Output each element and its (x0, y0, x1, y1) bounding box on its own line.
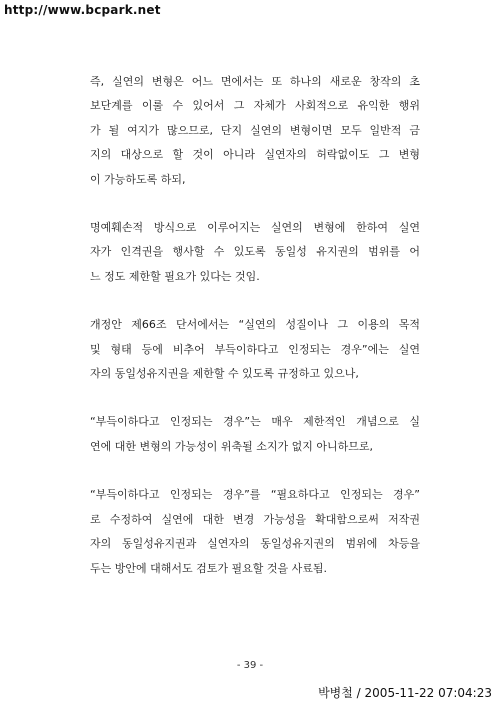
text-line: 자의 동일성유지권을 제한할 수 있도록 규정하고 있으나, (90, 367, 359, 381)
text-line: 자가 인격권을 행사할 수 있도록 동일성 유지권의 범위를 어 (90, 245, 420, 259)
paragraph-1 (90, 70, 420, 192)
text-line: 개정안 제66조 단서에서는 “실연의 성질이나 그 이용의 목적 (90, 318, 420, 332)
text-line: 이 가능하도록 하되, (90, 172, 186, 186)
text-line: 보단계를 이룰 수 있어서 그 자체가 사회적으로 유익한 행위 (90, 99, 420, 113)
page-number: - 39 - (236, 660, 264, 671)
paragraph-4 (90, 410, 420, 459)
paragraph-2 (90, 216, 420, 289)
text-line: 연에 대한 변형의 가능성이 위축될 소지가 없지 아니하므로, (90, 439, 373, 453)
text-line: 즉, 실연의 변형은 어느 면에서는 또 하나의 새로운 창작의 초 (90, 75, 420, 88)
paragraph-3 (90, 313, 420, 386)
text-line: 로 수정하여 실연에 대한 변경 가능성을 확대함으로써 저작권 (90, 512, 420, 526)
text-line: 지의 대상으로 할 것이 아니라 실연자의 허락없이도 그 변형 (90, 148, 420, 162)
text-line: “부득이하다고 인정되는 경우”는 매우 제한적인 개념으로 실 (90, 415, 420, 429)
text-line: 느 정도 제한할 필요가 있다는 것임. (90, 269, 260, 283)
text-line: 및 형태 등에 비추어 부득이하다고 인정되는 경우”에는 실연 (90, 342, 420, 356)
watermark-url: http://www.bcpark.net (4, 3, 161, 17)
footer-author-timestamp: 박병철 / 2005-11-22 07:04:23 (318, 686, 492, 700)
text-line: 명예훼손적 방식으로 이루어지는 실연의 변형에 한하여 실연 (90, 221, 420, 235)
document-body (90, 70, 420, 605)
text-line: 두는 방안에 대해서도 검토가 필요할 것을 사료됨. (90, 561, 327, 575)
text-line: 가 될 여지가 많으므로, 단지 실연의 변형이면 모두 일반적 금 (90, 123, 420, 137)
text-line: 자의 동일성유지권과 실연자의 동일성유지권의 범위에 차등을 (90, 537, 420, 551)
text-line: “부득이하다고 인정되는 경우”를 “필요하다고 인정되는 경우” (90, 488, 420, 502)
paragraph-5 (90, 483, 420, 581)
